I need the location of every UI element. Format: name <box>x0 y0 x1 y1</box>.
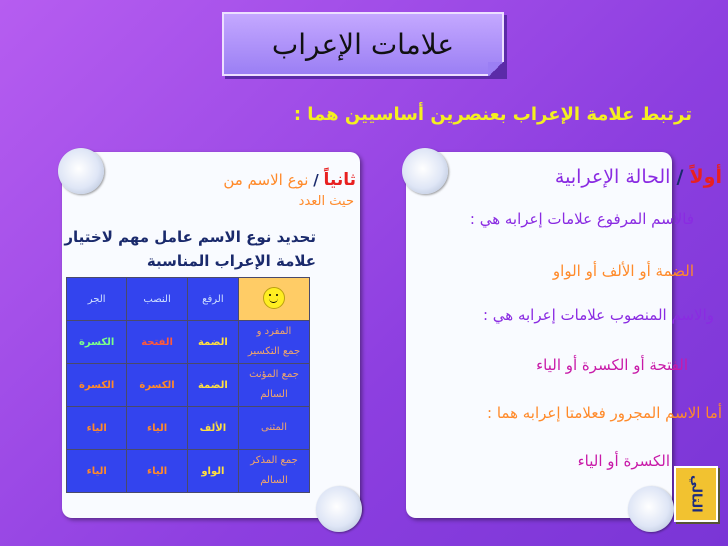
intro-text: ترتبط علامة الإعراب بعنصرين أساسيين هما : <box>293 104 692 125</box>
table-cell: الياء <box>67 450 127 493</box>
header-cell: النصب <box>127 278 187 321</box>
genitive-line: أما الاسم المجرور فعلامتا إعرابه هما : <box>487 404 722 422</box>
row-label-line1: المفرد و <box>256 326 292 337</box>
table-cell: الكسرة <box>67 321 127 364</box>
table-cell: الضمة <box>187 364 238 407</box>
row-label <box>239 450 310 493</box>
table-cell: الألف <box>187 407 238 450</box>
table-row <box>67 364 310 407</box>
row-label <box>239 364 310 407</box>
accusative-marks: الفتحة أو الكسرة أو الياء <box>536 356 688 374</box>
row-label-line2: جمع التكسير <box>247 346 301 357</box>
description-line1: تحديد نوع الاسم عامل مهم لاختيار <box>64 228 316 246</box>
heading-separator: / <box>313 171 319 189</box>
scroll-curl-icon <box>402 148 448 194</box>
inflection-table <box>66 277 310 493</box>
heading-prefix: أولاً <box>689 166 722 188</box>
nominative-line: فالاسم المرفوع علامات إعرابه هي : <box>469 210 694 228</box>
row-label-line2: السالم <box>260 389 288 400</box>
smiley-cell <box>239 278 310 321</box>
table-cell: الياء <box>127 450 187 493</box>
table-header-row <box>67 278 310 321</box>
table-cell: الفتحة <box>127 321 187 364</box>
heading-separator: / <box>676 166 684 188</box>
row-label-line1: جمع المذكر <box>250 455 298 466</box>
row-label-line2: السالم <box>260 475 288 486</box>
page-title: علامات الإعراب <box>271 27 455 61</box>
genitive-marks: الكسرة أو الياء <box>577 452 670 470</box>
row-label-line1: جمع المؤنث <box>249 369 299 380</box>
table-row <box>67 321 310 364</box>
title-banner <box>222 12 504 76</box>
heading-prefix: ثانياً <box>323 170 356 190</box>
nominative-marks: الضمة أو الألف أو الواو <box>552 262 694 280</box>
scroll-curl-icon <box>316 486 362 532</box>
scroll-curl-icon <box>628 486 674 532</box>
table-cell: الواو <box>187 450 238 493</box>
heading-label: الحالة الإعرابية <box>554 166 671 188</box>
smiley-icon <box>263 287 285 309</box>
table-cell: الياء <box>127 407 187 450</box>
table-cell: الضمة <box>187 321 238 364</box>
row-label-line1: المثنى <box>261 422 287 433</box>
left-heading <box>223 170 356 190</box>
header-cell: الجر <box>67 278 127 321</box>
table-row <box>67 450 310 493</box>
table-cell: الياء <box>67 407 127 450</box>
heading-label-line2: حيث العدد <box>298 194 354 209</box>
table-cell: الكسرة <box>127 364 187 407</box>
header-cell: الرفع <box>187 278 238 321</box>
row-label <box>239 407 310 450</box>
description-line2: علامة الإعراب المناسبة <box>146 252 316 270</box>
table-row <box>67 407 310 450</box>
right-heading <box>555 166 722 188</box>
accusative-line: والاسم المنصوب علامات إعرابه هي : <box>482 306 714 324</box>
table-cell: الكسرة <box>67 364 127 407</box>
next-button[interactable]: التالي <box>674 466 718 522</box>
heading-label: نوع الاسم من <box>223 171 309 189</box>
row-label <box>239 321 310 364</box>
scroll-curl-icon <box>58 148 104 194</box>
